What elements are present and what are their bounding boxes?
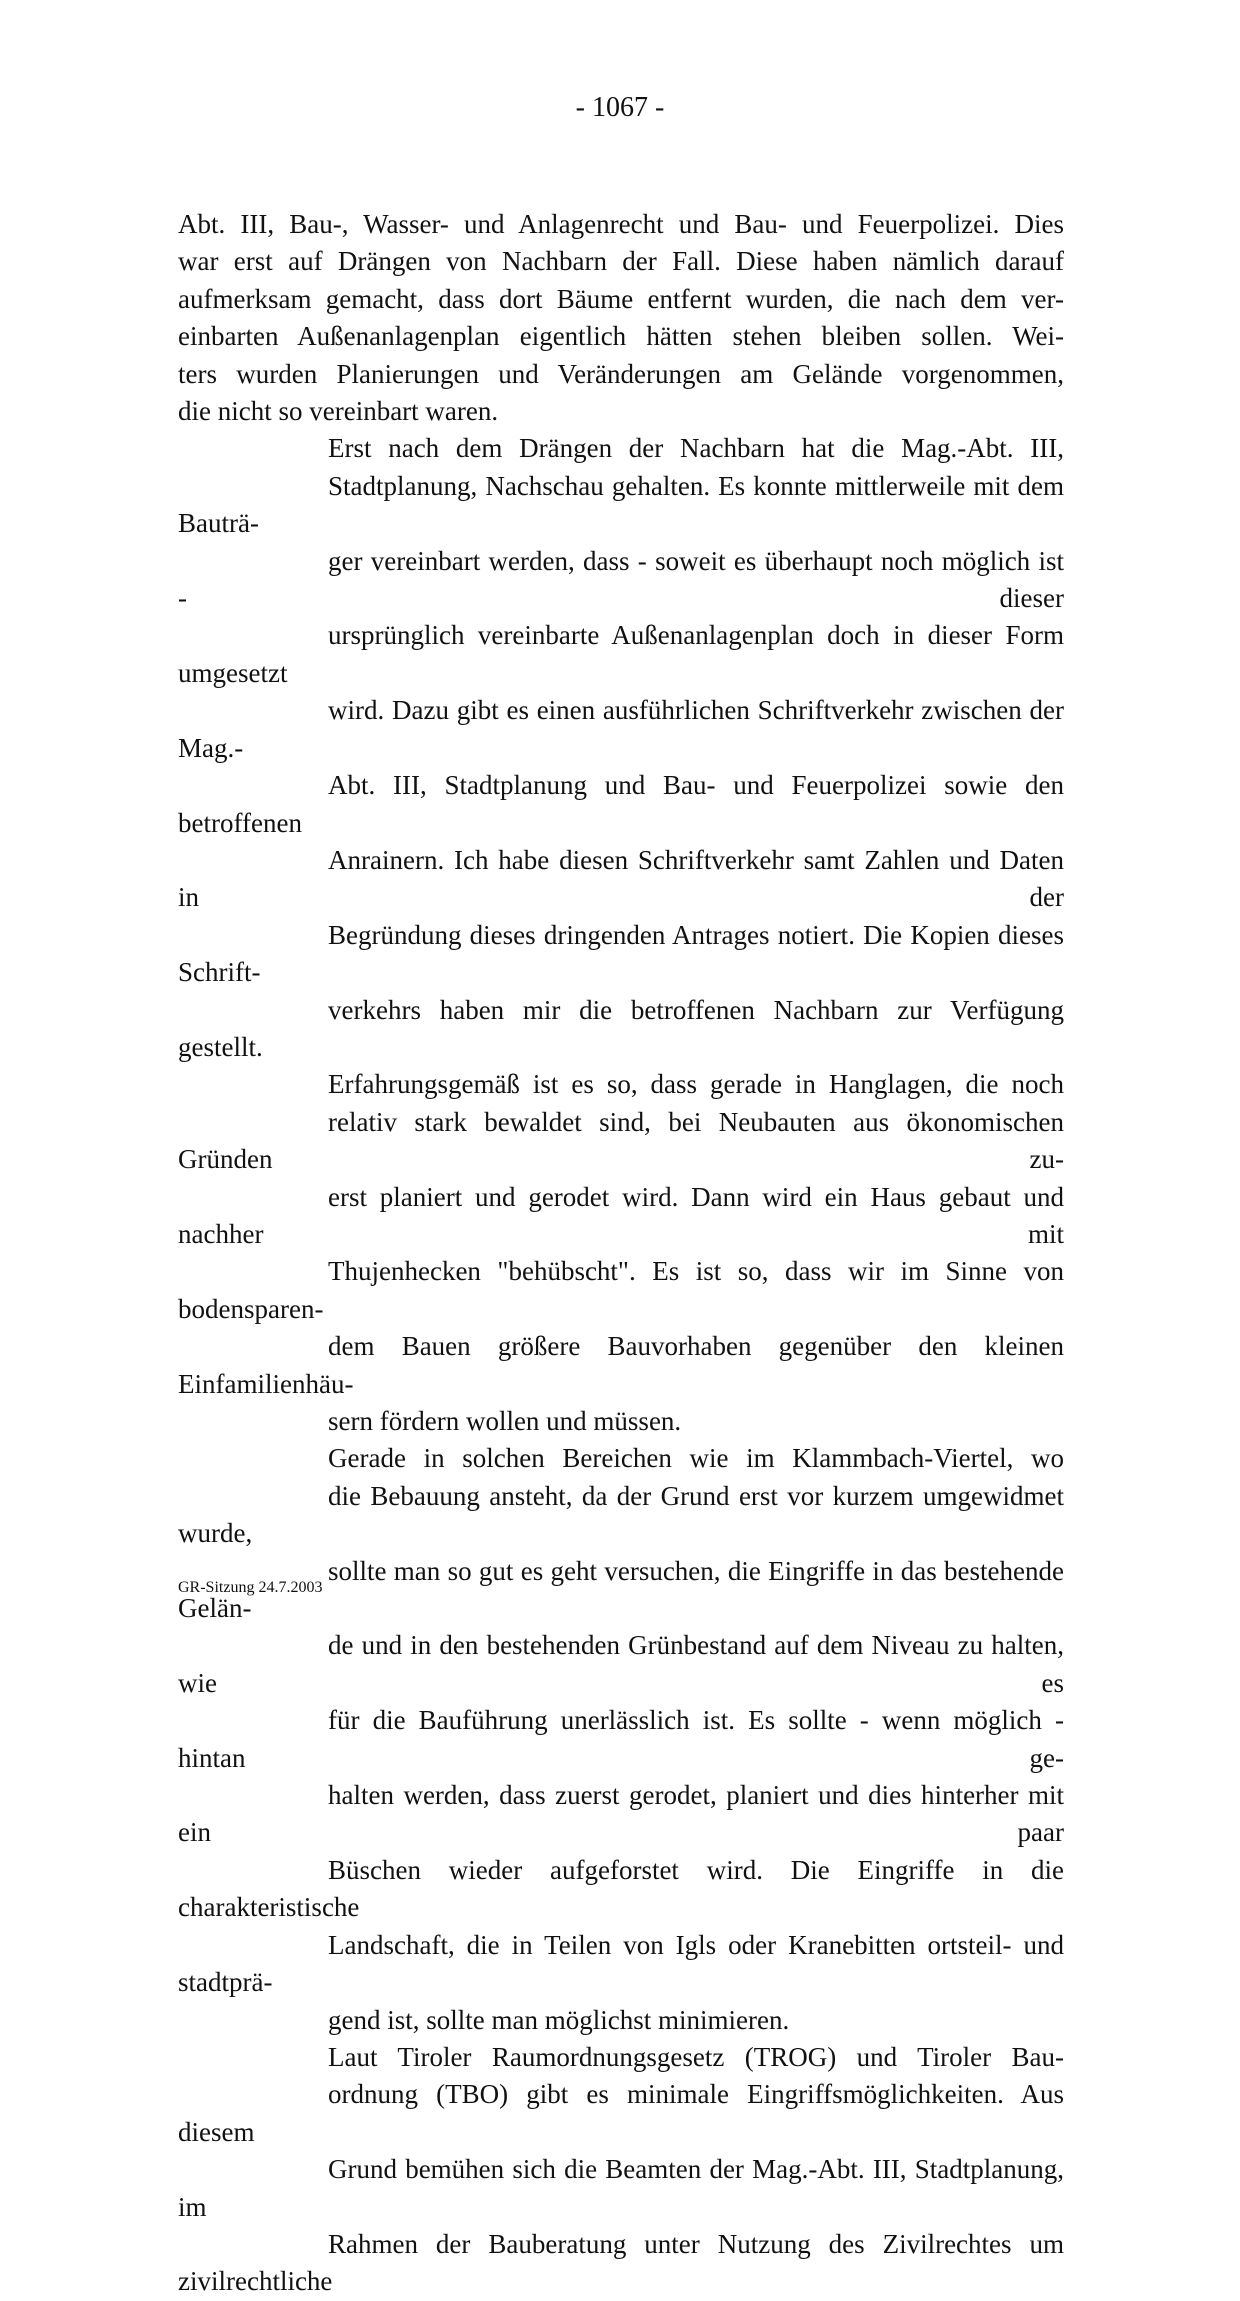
footer-session-date: GR-Sitzung 24.7.2003: [178, 1579, 323, 1596]
text-line: Grund bemühen sich die Beamten der Mag.-Abt. III, Stadtplanung, im: [178, 2154, 1064, 2222]
document-body: [178, 206, 1064, 2301]
text-line: de und in den bestehenden Grünbestand auf dem Niveau zu halten, wie es: [178, 1630, 1064, 1698]
text-line: Erst nach dem Drängen der Nachbarn hat die Mag.-Abt. III,: [328, 433, 1064, 464]
text-line: relativ stark bewaldet sind, bei Neubauten aus ökonomischen Gründen zu-: [178, 1106, 1064, 1175]
text-line: Rahmen der Bauberatung unter Nutzung des Zivilrechtes um zivilrechtliche: [178, 2228, 1064, 2297]
paragraph: [178, 1066, 1064, 1440]
text-line: Büschen wieder aufgeforstet wird. Die Eingriffe in die charakteristische: [178, 1854, 1064, 1923]
text-line: wird. Dazu gibt es einen ausführlichen Schriftverkehr zwischen der Mag.-: [178, 695, 1064, 763]
text-line: die nicht so vereinbart waren.: [178, 396, 499, 427]
text-line: Abt. III, Bau-, Wasser- und Anlagenrecht und Bau- und Feuerpolizei. Dies: [178, 209, 1064, 239]
text-line: ordnung (TBO) gibt es minimale Eingriffsmöglichkeiten. Aus diesem: [178, 2079, 1064, 2147]
paragraph: [178, 2039, 1064, 2301]
text-line: für die Bauführung unerlässlich ist. Es sollte - wenn möglich - hintan ge-: [178, 1705, 1064, 1773]
text-line: einbarten Außenanlagenplan eigentlich hätten stehen bleiben sollen. Wei-: [178, 321, 1064, 352]
text-line: Laut Tiroler Raumordnungsgesetz (TROG) und Tiroler Bau-: [328, 2041, 1064, 2072]
text-line: Anrainern. Ich habe diesen Schriftverkehr samt Zahlen und Daten in der: [178, 844, 1064, 913]
text-line: ters wurden Planierungen und Veränderungen am Gelände vorgenommen,: [178, 358, 1064, 389]
paragraph: [178, 1440, 1064, 2039]
text-line: sern fördern wollen und müssen.: [328, 1406, 682, 1436]
text-line: ursprünglich vereinbarte Außenanlagenplan doch in dieser Form umgesetzt: [178, 620, 1064, 688]
text-line: Stadtplanung, Nachschau gehalten. Es konnte mittlerweile mit dem Bauträ-: [178, 470, 1064, 539]
text-line: war erst auf Drängen von Nachbarn der Fall. Diese haben nämlich darauf: [178, 246, 1064, 277]
text-line: erst planiert und gerodet wird. Dann wird ein Haus gebaut und nachher mit: [178, 1181, 1064, 1249]
paragraph: [178, 430, 1064, 1066]
text-line: gend ist, sollte man möglichst minimieren.: [328, 2004, 790, 2035]
text-line: Thujenhecken "behübscht". Es ist so, dass wir im Sinne von bodensparen-: [178, 1256, 1064, 1324]
text-line: Landschaft, die in Teilen von Igls oder Kranebitten ortsteil- und stadtprä-: [178, 1929, 1064, 1998]
text-line: aufmerksam gemacht, dass dort Bäume entfernt wurden, die nach dem ver-: [178, 283, 1064, 314]
text-line: Begründung dieses dringenden Antrages notiert. Die Kopien dieses Schrift-: [178, 919, 1064, 988]
text-line: verkehrs haben mir die betroffenen Nachbarn zur Verfügung gestellt.: [178, 994, 1064, 1062]
text-line: dem Bauen größere Bauvorhaben gegenüber den kleinen Einfamilienhäu-: [178, 1331, 1064, 1399]
text-line: Erfahrungsgemäß ist es so, dass gerade in Hanglagen, die noch: [328, 1069, 1064, 1100]
text-line: ger vereinbart werden, dass - soweit es überhaupt noch möglich ist - dieser: [178, 545, 1064, 614]
text-line: die Bebauung ansteht, da der Grund erst vor kurzem umgewidmet wurde,: [178, 1480, 1064, 1549]
page-number: - 1067 -: [575, 92, 665, 123]
text-line: halten werden, dass zuerst gerodet, planiert und dies hinterher mit ein paar: [178, 1780, 1064, 1848]
text-line: sollte man so gut es geht versuchen, die Eingriffe in das bestehende Gelän-: [178, 1555, 1064, 1624]
text-line: Abt. III, Stadtplanung und Bau- und Feuerpolizei sowie den betroffenen: [178, 770, 1064, 838]
text-line: Gerade in solchen Bereichen wie im Klammbach-Viertel, wo: [328, 1443, 1064, 1474]
paragraph: [178, 206, 1064, 430]
